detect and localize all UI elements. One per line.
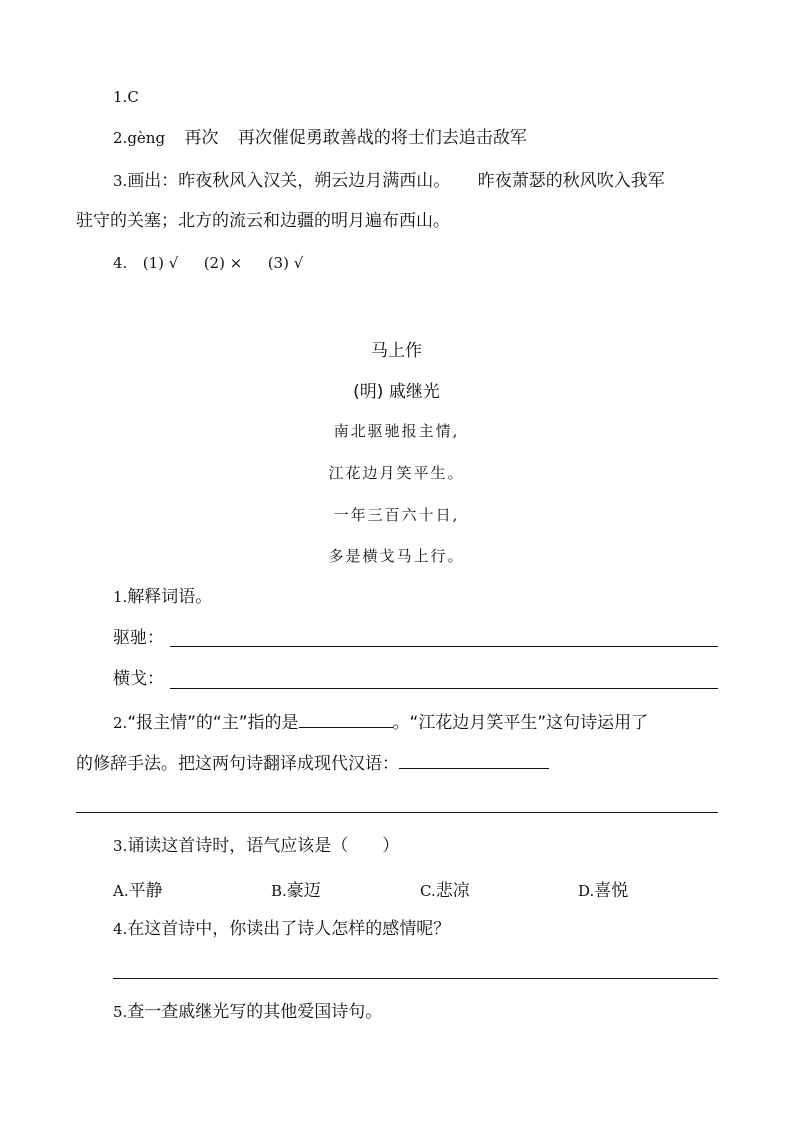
option-b[interactable]: [271, 876, 321, 901]
poem-title: 马上作: [371, 341, 422, 361]
answer-blank-translation[interactable]: [399, 752, 549, 769]
answer-4: [113, 252, 303, 274]
question-number: 2.: [113, 714, 128, 732]
answer-1: [113, 86, 139, 108]
option-text: 平静: [128, 881, 163, 901]
option-label: C.: [420, 882, 436, 900]
option-d[interactable]: [578, 876, 628, 901]
question-text: “报主情”的“主”指的是: [127, 713, 299, 733]
answer-text: 昨夜萧瑟的秋风吹入我军: [477, 171, 665, 191]
poem-line: 一年三百六十日,: [333, 506, 460, 524]
answer-blank-term-1[interactable]: [170, 646, 718, 647]
question-text: 解释词语。: [127, 587, 213, 607]
judgement-item: (2) ×: [203, 254, 243, 272]
option-text: 喜悦: [594, 881, 629, 901]
answer-text: C: [127, 88, 139, 106]
option-text: 悲凉: [435, 881, 470, 901]
question-number: 3.: [113, 837, 128, 855]
poem-author: (明) 戚继光: [353, 382, 440, 402]
judgement-item: (3) √: [267, 254, 304, 272]
answer-3-line-1: [113, 170, 665, 192]
question-2-line-1: [113, 711, 648, 734]
answer-number: 3.: [113, 172, 128, 190]
question-text: 查一查戚继光写的其他爱国诗句。: [127, 1002, 383, 1022]
question-text: 。“江花边月笑平生”这句诗运用了: [392, 713, 649, 733]
question-number: 5.: [113, 1003, 128, 1021]
poem-line: 南北驱驰报主情,: [333, 422, 460, 440]
option-label: B.: [271, 882, 287, 900]
question-2-line-2: [76, 752, 549, 775]
question-3: [113, 835, 399, 857]
question-4: [113, 918, 450, 940]
answer-number: 2.: [113, 129, 128, 147]
pinyin: gèng: [127, 129, 166, 147]
term-2-label: 横戈：: [113, 669, 164, 689]
answer-text: 驻守的关塞；北方的流云和边疆的明月遍布西山。: [76, 211, 450, 231]
sentence-meaning: 再次催促勇敢善战的将士们去追击敌军: [237, 128, 527, 148]
option-label: A.: [113, 882, 129, 900]
question-text: 的修辞手法。把这两句诗翻译成现代汉语：: [76, 754, 399, 774]
poem-line: 多是横戈马上行。: [328, 547, 465, 565]
option-a[interactable]: [113, 876, 163, 901]
term-1-label: 驱驰：: [113, 628, 164, 648]
option-label: D.: [578, 882, 595, 900]
answer-number: 4.: [113, 254, 128, 272]
answer-3-line-2: [76, 210, 450, 232]
answer-number: 1.: [113, 88, 128, 106]
answer-blank-feeling[interactable]: [113, 978, 718, 979]
question-number: 1.: [113, 588, 128, 606]
question-1: [113, 586, 212, 608]
word-meaning: 再次: [184, 128, 219, 148]
answer-blank-translation-line[interactable]: [76, 812, 718, 813]
question-number: 4.: [113, 920, 128, 938]
answer-text: 画出：昨夜秋风入汉关，朔云边月满西山。: [127, 171, 451, 191]
answer-blank-term-2[interactable]: [170, 688, 718, 689]
question-text: 在这首诗中，你读出了诗人怎样的感情呢？: [127, 919, 451, 939]
judgement-item: (1) √: [142, 254, 179, 272]
option-c[interactable]: [420, 876, 470, 901]
poem-line: 江花边月笑平生。: [328, 464, 465, 482]
answer-2: [113, 127, 527, 149]
answer-blank-zhu[interactable]: [299, 711, 393, 728]
question-5: [113, 1001, 382, 1023]
question-text: 诵读这首诗时，语气应该是（ ）: [127, 836, 400, 856]
option-text: 豪迈: [286, 881, 321, 901]
